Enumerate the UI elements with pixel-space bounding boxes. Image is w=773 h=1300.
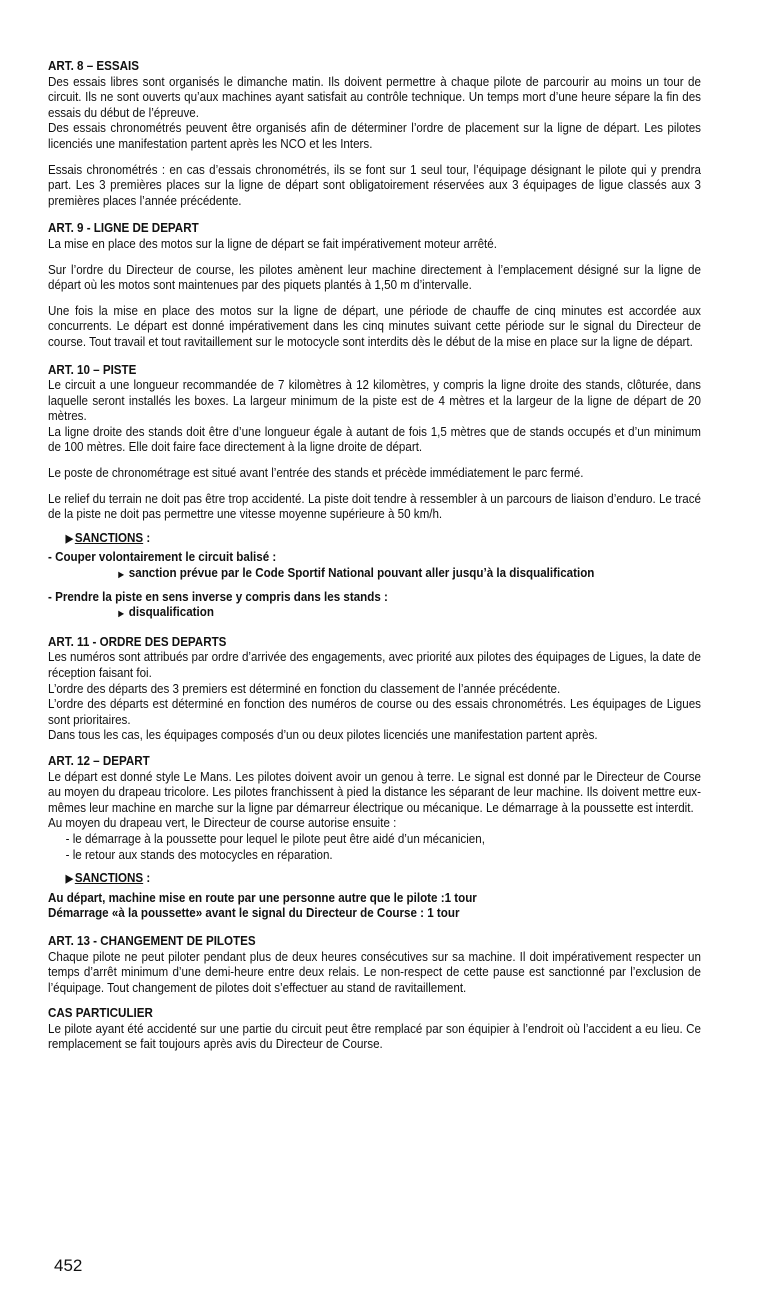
art12-title: ART. 12 – DEPART	[48, 752, 150, 768]
art8-title: ART. 8 – ESSAIS	[48, 58, 139, 73]
art9-paragraph: La mise en place des motos sur la ligne de départ se fait impérativement moteur arrêté.	[48, 235, 497, 251]
art9-title: ART. 9 - LIGNE DE DEPART	[48, 220, 199, 236]
art10-paragraph: Le relief du terrain ne doit pas être trop accidenté. La piste doit tendre à ressembler à un parcours de liaison d’enduro. Le tracé de la piste ne doit pas permettre une vitesse moyenne supérieure à 50 km/h.	[48, 490, 701, 522]
art12-sanctions-heading	[66, 870, 701, 888]
art8-paragraph: Des essais chronométrés peuvent être organisés afin de déterminer l’ordre de placement sur la ligne de départ. Les pilotes licenciés une manifestation partent après les NCO et les Inters.	[48, 120, 701, 151]
art12-list-item: - le démarrage à la poussette pour lequel le pilote peut être aidé d’un mécanicien,	[65, 830, 485, 846]
cas-particulier-title: CAS PARTICULIER	[48, 1005, 153, 1021]
art10-sanction-penalty	[48, 604, 701, 622]
penalty-text: disqualification	[128, 604, 214, 620]
art13-paragraph: Chaque pilote ne peut piloter pendant plus de deux heures consécutives sur sa machine. Il doit impérativement respecter un temps d’arrêt minimum d’une demi-heure entre deux relais. Le non-respect de cette pause est sanctionné par l’exclusion de l’équipage. Tout changement de pilotes doit s’effectuer au stand de ravitaillement.	[48, 948, 701, 995]
art11-paragraph: L’ordre des départs est déterminé en fonction des numéros de course ou des essais chronométrés. Les équipages de Ligues sont prioritaires.	[48, 696, 701, 727]
art10-paragraph: Le circuit a une longueur recommandée de 7 kilomètres à 12 kilomètres, y compris la ligne droite des stands, clôturée, dans laquelle seront installés les boxes. La largeur minimum de la piste est de 4 mètres et la largeur de la ligne de départ de 20 mètres.	[48, 377, 701, 424]
art12-paragraph: Le départ est donné style Le Mans. Les pilotes doivent avoir un genou à terre. Le signal est donné par le Directeur de Course au moyen du drapeau tricolore. Les pilotes franchissent à pied la distance les séparant de leur machine. Ils doivent mettre eux-mêmes leur machine en marche sur la ligne par démarreur électrique ou mécanique. Le démarrage à la poussette est interdit.	[48, 768, 701, 815]
art10-sanction-item: - Couper volontairement le circuit balisé :	[48, 549, 277, 565]
art10-paragraph: La ligne droite des stands doit être d’une longueur égale à autant de fois 1,5 mètres que de stands occupés et d’un minimum de 100 mètres. Elle doit faire face directement à la ligne droite de départ.	[48, 423, 701, 455]
art13-title: ART. 13 - CHANGEMENT DE PILOTES	[48, 932, 256, 948]
page-number: 452	[54, 1256, 83, 1275]
art11-paragraph: Les numéros sont attribués par ordre d’arrivée des engagements, avec priorité aux pilotes des équipages de Ligues, la date de réception faisant foi.	[48, 649, 701, 680]
triangle-bullet-icon: ▶	[65, 532, 74, 545]
art9-paragraph: Sur l’ordre du Directeur de course, les pilotes amènent leur machine directement à l’emplacement désigné sur la ligne de départ où les motos sont maintenues par des piquets plantés à 1,50 m d’intervalle.	[48, 261, 701, 293]
art11-paragraph: L’ordre des départs des 3 premiers est déterminé en fonction du classement de l’année précédente.	[48, 680, 561, 696]
art12-paragraph: Au moyen du drapeau vert, le Directeur de course autorise ensuite :	[48, 815, 397, 831]
art10-sanction-item: - Prendre la piste en sens inverse y compris dans les stands :	[48, 588, 388, 604]
sanctions-colon: :	[143, 529, 151, 545]
sanctions-colon: :	[143, 870, 151, 886]
triangle-bullet-icon: ▶	[118, 570, 124, 580]
art8-paragraph: Des essais libres sont organisés le dimanche matin. Ils doivent permettre à chaque pilote de parcourir au moins un tour de circuit. Ils ne sont ouverts qu’aux machines ayant satisfait au contrôle technique. Un temps mort d’une heure sépare la fin des essais du début de l’épreuve.	[48, 73, 701, 120]
art11-title: ART. 11 - ORDRE DES DEPARTS	[48, 633, 227, 649]
art10-sanction-penalty	[48, 565, 701, 583]
art11-paragraph: Dans tous les cas, les équipages composés d’un ou deux pilotes licenciés une manifestation partent après.	[48, 727, 598, 743]
document-body	[48, 58, 701, 1052]
sanctions-label: SANCTIONS	[74, 529, 144, 545]
art12-sanction-item: Démarrage «à la poussette» avant le signal du Directeur de Course : 1 tour	[48, 905, 460, 921]
art10-title: ART. 10 – PISTE	[48, 361, 137, 377]
art10-sanctions-heading	[66, 530, 701, 548]
sanctions-label: SANCTIONS	[74, 870, 144, 886]
art12-sanction-item: Au départ, machine mise en route par une personne autre que le pilote :1 tour	[48, 889, 477, 905]
art8-paragraph: Essais chronométrés : en cas d’essais chronométrés, ils se font sur 1 seul tour, l’équipage désignant le pilote qui y prendra part. Les 3 premières places sur la ligne de départ sont obligatoirement réservées aux 3 équipages de ligue classés aux 3 premières places l’année précédente.	[48, 161, 701, 208]
art9-paragraph: Une fois la mise en place des motos sur la ligne de départ, une période de chauffe de cinq minutes est accordée aux concurrents. Le départ est donné impérativement dans les cinq minutes suivant cette période sur le signal du Directeur de course. Tout travail et tout ravitaillement sur le motocycle sont interdits dès le début de la mise en place sur la ligne de départ.	[48, 302, 701, 349]
triangle-bullet-icon: ▶	[65, 873, 74, 886]
penalty-text: sanction prévue par le Code Sportif National pouvant aller jusqu’à la disqualification	[128, 565, 595, 581]
art12-list-item: - le retour aux stands des motocycles en réparation.	[65, 846, 333, 862]
triangle-bullet-icon: ▶	[118, 609, 124, 619]
cas-particulier-paragraph: Le pilote ayant été accidenté sur une partie du circuit peut être remplacé par son équipier à l’endroit où l’accident a eu lieu. Ce remplacement se fait toujours après avis du Directeur de Course.	[48, 1020, 701, 1052]
art10-paragraph: Le poste de chronométrage est situé avant l’entrée des stands et précède immédiatement le parc fermé.	[48, 465, 584, 481]
